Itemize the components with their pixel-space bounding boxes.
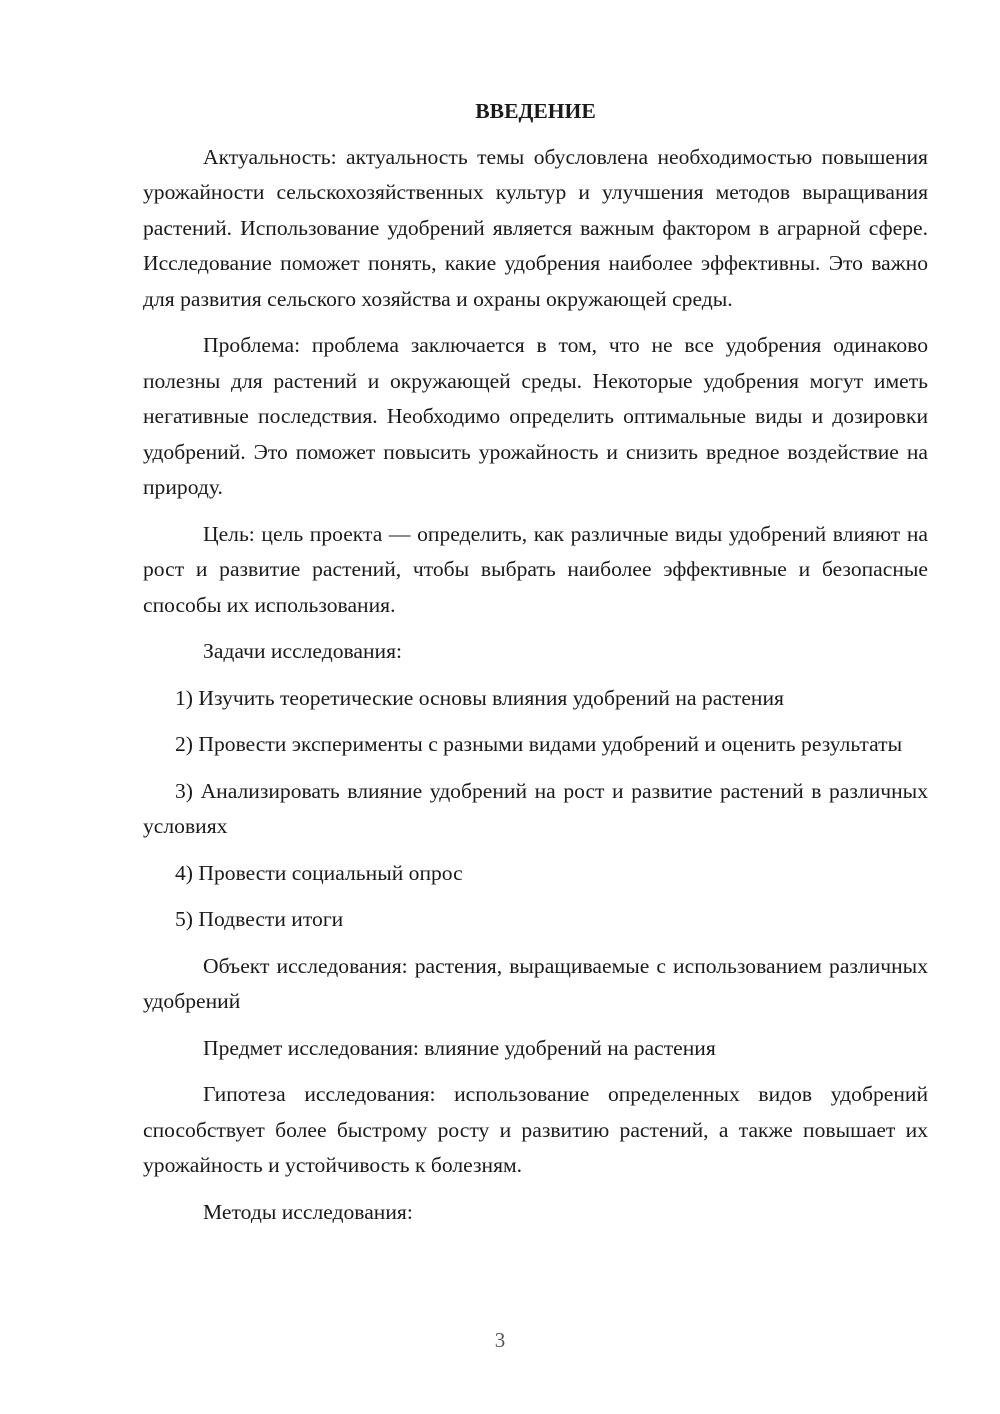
paragraph-subject: Предмет исследования: влияние удобрений на растения (203, 1035, 716, 1060)
task-item-2: 2) Провести эксперименты с разными видами удобрений и оценить результаты (175, 732, 903, 756)
tasks-heading: Задачи исследования: (203, 639, 403, 663)
paragraph-hypothesis: Гипотеза исследования: использование определенных видов удобрений способствует более быстрому росту и развитию растений, а также повышает их урожайность и устойчивость к болезням. (143, 1082, 928, 1177)
task-item-3: 3) Анализировать влияние удобрений на рост и развитие растений в различных условиях (143, 778, 928, 838)
paragraph-object: Объект исследования: растения, выращиваемые с использованием различных удобрений (143, 953, 928, 1013)
page-number: 3 (494, 1328, 506, 1352)
paragraph-goal: Цель: цель проекта — определить, как различные виды удобрений влияют на рост и развитие растений, чтобы выбрать наиболее эффективные и безопасные способы их использования. (143, 521, 928, 617)
methods-heading: Методы исследования: (203, 1199, 413, 1224)
task-item-1: 1) Изучить теоретические основы влияния удобрений на растения (175, 685, 784, 710)
paragraph-problem: Проблема: проблема заключается в том, что не все удобрения одинаково полезны для растений и окружающей среды. Некоторые удобрения могут иметь негативные последствия. Необходимо определить оптимальные виды и дозировки удобрений. Это поможет повысить урожайность и снизить вредное воздействие на природу. (143, 333, 928, 499)
section-title: ВВЕДЕНИЕ (475, 99, 596, 123)
task-item-4: 4) Провести социальный опрос (175, 860, 463, 885)
task-item-5: 5) Подвести итоги (175, 907, 344, 931)
paragraph-relevance: Актуальность: актуальность темы обусловлена необходимостью повышения урожайности сельскохозяйственных культур и улучшения методов выращивания растений. Использование удобрений является важным фактором в аграрной сфере. Исследование поможет понять, какие удобрения наиболее эффективны. Это важно для развития сельского хозяйства и охраны окружающей среды. (143, 144, 928, 311)
document-page (143, 94, 928, 1241)
